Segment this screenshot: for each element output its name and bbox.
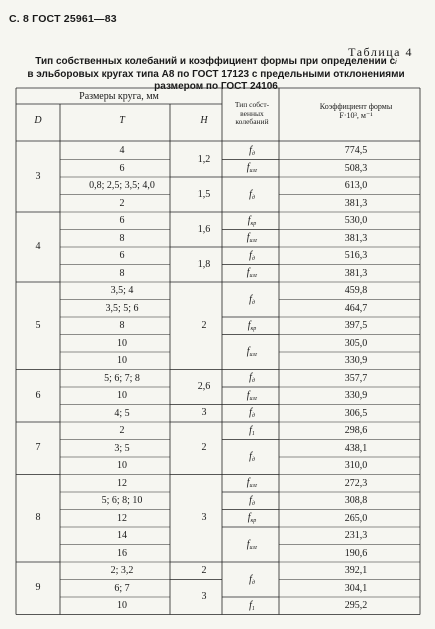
t-cell: 3,5; 5; 6 [105,302,139,314]
oscillation-type-cell [249,373,255,386]
oscillation-symbol: f [246,267,250,279]
t-cell: 5; 6; 7; 8 [104,372,140,384]
oscillation-symbol: f [249,599,252,611]
oscillation-symbol: f [247,214,251,226]
d-cell: 9 [35,582,41,594]
t-cell: 12 [117,512,127,524]
caption-subscript: i [395,59,397,66]
coefficient-cell: 464,7 [344,302,368,314]
coefficient-cell: 516,3 [344,250,368,261]
oscillation-type-cell [247,268,257,281]
t-cell: 2; 3,2 [110,565,134,576]
h-cell: 3 [201,512,207,524]
oscillation-subscript: изг [249,168,258,175]
table-number: Таблица 4 [348,45,413,59]
t-cell: 4; 5 [114,407,130,419]
oscillation-subscript: изг [249,238,258,245]
coefficient-cell: 272,3 [344,477,368,489]
oscillation-symbol: f [246,389,250,401]
oscillation-subscript: д [251,378,255,385]
coefficient-cell: 381,3 [344,197,368,209]
oscillation-symbol: f [249,451,252,462]
oscillation-type-cell [249,408,255,421]
coefficient-cell: 306,5 [344,407,368,419]
oscillation-type-cell [249,601,255,614]
oscillation-subscript: кр [250,518,257,525]
oscillation-type-cell [249,295,255,308]
oscillation-symbol: f [249,188,252,200]
oscillation-subscript: 1 [251,430,255,437]
oscillation-symbol: f [249,372,252,384]
h-cell: 2 [201,564,207,576]
oscillation-symbol: f [246,162,250,174]
t-cell: 0,8; 2,5; 3,5; 4,0 [89,180,155,191]
coefficient-cell: 231,3 [344,530,368,541]
t-cell: 5; 6; 8; 10 [101,495,143,506]
oscillation-symbol: f [249,424,252,436]
t-cell: 10 [117,390,127,401]
t-cell: 3; 5 [114,442,130,454]
oscillation-type-cell [249,452,255,465]
oscillation-subscript: д [251,413,255,420]
coefficient-cell: 459,8 [344,285,368,296]
t-cell: 8 [119,267,125,279]
header-type-line: венных [240,108,264,118]
header-t: T [119,115,125,126]
d-cell: 4 [35,241,41,252]
t-cell: 3,5; 4 [110,285,134,296]
coefficient-cell: 305,0 [344,337,368,349]
h-cell: 1,6 [197,223,211,235]
oscillation-subscript: изг [249,544,258,551]
coefficient-cell: 381,3 [344,267,368,279]
coefficient-cell: 397,5 [344,320,368,331]
oscillation-symbol: f [246,346,250,357]
caption-line-1: Тип собственных колебаний и коэффициент формы при определении ci [35,56,397,67]
coefficient-cell: 530,0 [344,215,368,226]
oscillation-symbol: f [246,538,250,550]
header-type-line: Тип собст- [234,100,270,109]
coefficient-cell: 330,9 [344,355,368,366]
h-cell: 3 [201,591,207,602]
oscillation-type-cell [248,216,257,229]
oscillation-symbol: f [246,232,250,244]
h-cell: 2,6 [197,381,211,392]
coefficient-cell: 357,7 [344,372,368,384]
t-cell: 6; 7 [114,582,130,594]
h-cell: 3 [201,407,207,419]
t-cell: 10 [117,600,127,611]
header-coefficient [320,103,392,120]
oscillation-type-cell [249,251,255,264]
coefficient-cell: 265,0 [344,512,368,524]
header-sizes: Размеры круга, мм [79,91,159,102]
t-cell: 16 [117,547,127,559]
oscillation-subscript: изг [249,273,258,280]
oscillation-type-cell [249,190,255,203]
caption-line-3: размером по ГОСТ 24106 [154,81,278,92]
t-cell: 14 [117,530,127,541]
oscillation-subscript: изг [249,352,258,358]
oscillation-subscript: д [251,299,255,306]
oscillation-subscript: д [251,150,255,157]
oscillation-type-cell [249,575,255,588]
oscillation-type-cell [247,391,257,404]
t-cell: 8 [119,232,125,244]
t-cell: 8 [119,320,125,331]
coefficient-cell: 330,9 [344,390,368,401]
header-type-line: колебаний [235,117,269,126]
oscillation-subscript: д [251,255,255,262]
oscillation-type-cell [249,426,255,439]
d-cell: 6 [35,389,41,401]
header-h: H [200,115,208,126]
oscillation-subscript: кр [250,220,257,227]
coefficient-cell: 295,2 [344,600,368,611]
h-cell: 2 [201,319,207,331]
d-cell: 7 [35,442,41,454]
oscillation-type-cell [247,478,257,491]
oscillation-subscript: д [251,457,255,463]
h-cell: 1,2 [197,153,211,165]
t-cell: 4 [119,145,125,156]
oscillation-symbol: f [249,494,252,506]
t-cell: 6 [119,215,125,226]
coefficient-cell: 508,3 [344,162,368,174]
d-cell: 3 [35,171,41,182]
oscillation-symbol: f [246,477,250,489]
oscillation-type-cell [247,347,257,360]
h-cell: 1,5 [197,188,211,200]
caption-line-2: в эльборовых кругах типа А8 по ГОСТ 17123 с предельными отклонениями [27,69,405,80]
oscillation-type-cell [247,163,257,176]
coefficient-cell: 613,0 [344,180,368,191]
oscillation-symbol: f [249,407,252,419]
oscillation-subscript: д [251,194,255,201]
d-cell: 5 [35,319,41,331]
oscillation-type-cell [249,146,255,159]
oscillation-symbol: f [249,293,252,305]
oscillation-symbol: f [249,144,252,156]
oscillation-type-cell [248,321,257,334]
t-cell: 2 [119,197,125,209]
header-coefficient-line: F·10³, м⁻¹ [339,110,373,120]
coefficient-cell: 304,1 [344,582,368,594]
h-cell: 1,8 [197,258,211,270]
oscillation-symbol: f [247,512,251,524]
header-type [235,101,269,127]
oscillation-symbol: f [249,573,252,585]
coefficient-cell: 381,3 [344,232,368,244]
oscillation-subscript: 1 [251,605,255,612]
oscillation-subscript: д [251,500,255,507]
coefficient-cell: 190,6 [344,547,368,559]
oscillation-subscript: кр [250,325,257,332]
coefficient-cell: 774,5 [344,145,368,156]
oscillation-symbol: f [249,249,252,261]
coefficient-cell: 310,0 [344,460,368,471]
oscillation-symbol: f [247,319,251,331]
oscillation-type-cell [247,233,257,246]
t-cell: 6 [119,250,125,261]
header-d: D [34,115,42,126]
coefficient-cell: 438,1 [344,442,368,454]
coefficient-cell: 392,1 [344,565,368,576]
coefficient-cell: 308,8 [344,495,368,506]
t-cell: 10 [117,337,127,349]
t-cell: 2 [119,425,125,436]
oscillation-type-cell [247,540,257,553]
t-cell: 6 [119,162,125,174]
header-coefficient-line: Коэффициент формы [319,102,393,111]
t-cell: 10 [117,460,127,471]
oscillation-subscript: изг [249,395,258,402]
coefficient-cell: 298,6 [344,425,368,436]
oscillation-subscript: изг [249,483,258,490]
oscillation-type-cell [249,496,255,509]
d-cell: 8 [35,512,41,524]
page-header: С. 8 ГОСТ 25961—83 [9,13,117,25]
t-cell: 10 [117,355,127,366]
h-cell: 2 [201,442,207,454]
oscillation-subscript: д [251,579,255,586]
oscillation-type-cell [248,513,257,526]
t-cell: 12 [117,477,127,489]
